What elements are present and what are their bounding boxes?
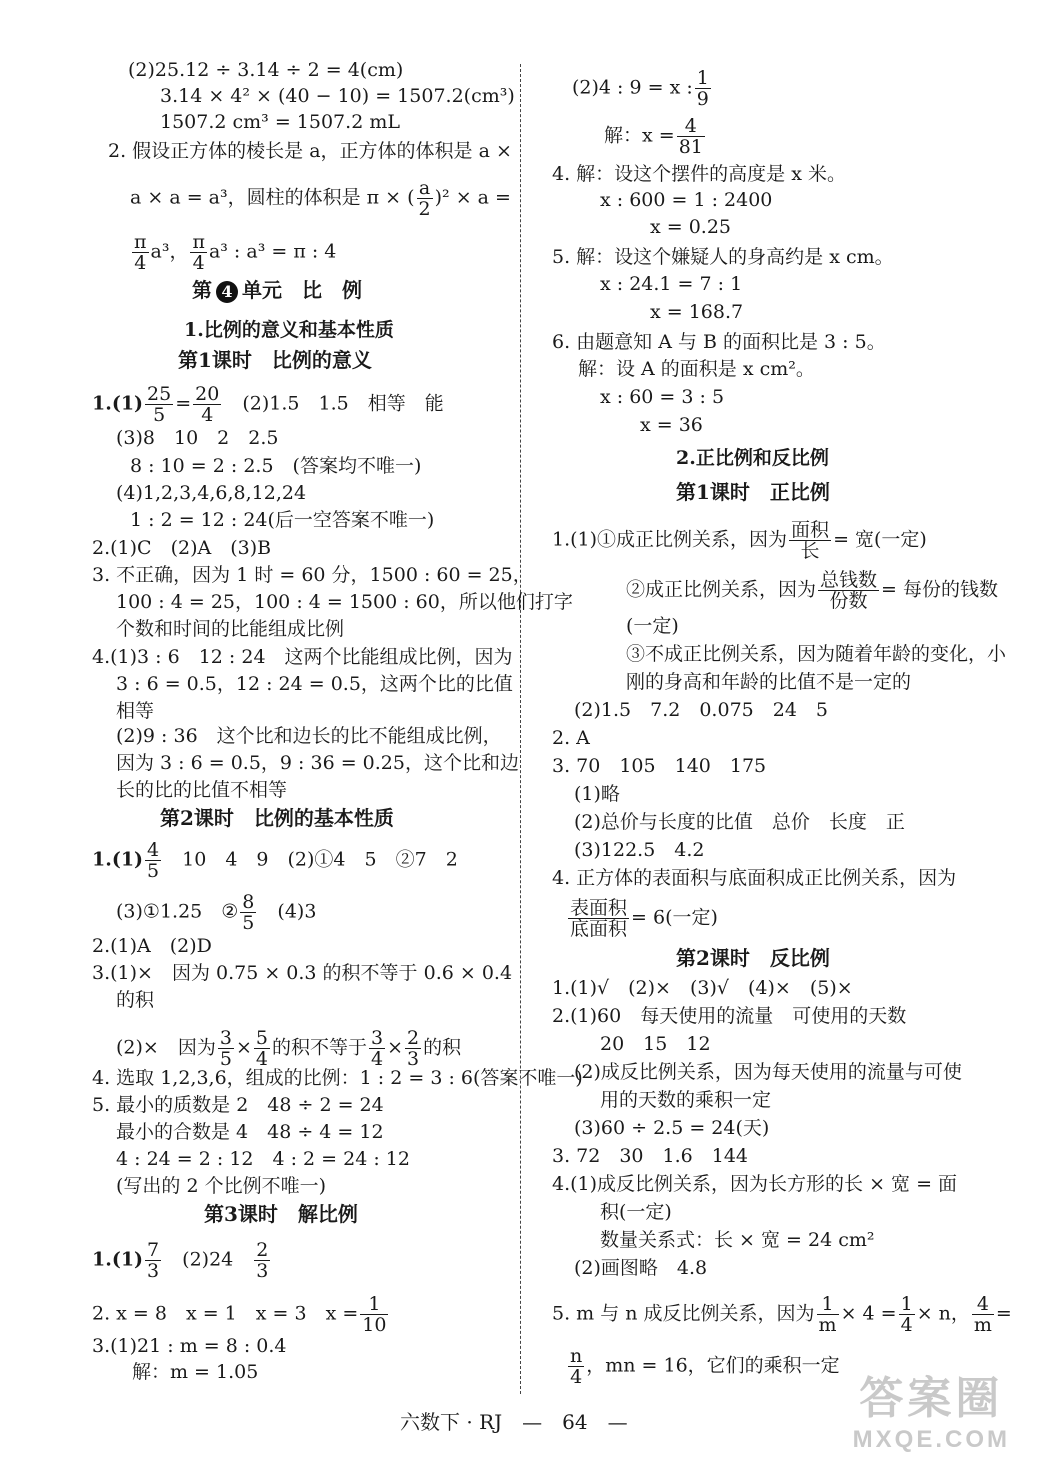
text-line: 2. 假设正方体的棱长是 a，正方体的体积是 a × xyxy=(108,140,512,162)
fraction: $\frac{1}{10}$ xyxy=(362,1293,387,1336)
text-line: 刚的身高和年龄的比值不是一定的 xyxy=(626,671,912,693)
unit-number-badge: 4 xyxy=(216,281,238,303)
text-line: 1.(1) $\frac{4}{5}$ 10 4 9 (2)①4 5 ②7 2 xyxy=(92,839,458,882)
text-line: 1507.2 cm³ = 1507.2 mL xyxy=(160,111,400,133)
text-line: 1.(1)①成正比例关系，因为 $\frac{\text{面积}}{\text{长}}$ = 宽(一定) xyxy=(552,519,927,562)
text-line: 6. 由题意知 A 与 B 的面积比是 3 : 5。 xyxy=(552,331,886,353)
fraction: $\frac{4}{5}$ xyxy=(147,839,160,882)
text-line: $\frac{n}{4}$ ，mn = 16，它们的乘积一定 xyxy=(570,1345,840,1388)
text-line: 1.(1) $\frac{25}{5}$ = $\frac{20}{4}$ (2)1.5 1.5 相等 能 xyxy=(92,383,444,426)
fraction: $\frac{25}{5}$ xyxy=(147,383,172,426)
text-line: 个数和时间的比能组成比例 xyxy=(116,618,345,640)
fraction: $\frac{\text{面积}}{\text{长}}$ xyxy=(791,519,830,562)
text-line: x = 168.7 xyxy=(650,301,744,323)
text-line: 解：x = $\frac{4}{81}$ xyxy=(604,115,703,158)
text-line: 4. 解：设这个摆件的高度是 x 米。 xyxy=(552,163,846,185)
text-line: 3.(1)21 : m = 8 : 0.4 xyxy=(92,1335,287,1357)
text-line: ②成正比例关系，因为 $\frac{\text{总钱数}}{\text{份数}}$ = 每份的钱数 xyxy=(626,569,998,612)
fraction: $\frac{2}{3}$ xyxy=(406,1027,420,1070)
text-line: 长的比的比值不相等 xyxy=(116,779,288,801)
text-line: x : 24.1 = 7 : 1 xyxy=(600,273,743,295)
text-line: 3. 不正确，因为 1 时 = 60 分，1500 : 60 = 25， xyxy=(92,564,532,586)
text-line: a × a = a³，圆柱的体积是 π × ( $\frac{a}{2}$ )² × a = xyxy=(130,177,511,220)
fraction: $\frac{\text{总钱数}}{\text{份数}}$ xyxy=(820,569,878,612)
text-line: 3.(1)× 因为 0.75 × 0.3 的积不等于 0.6 × 0.4 xyxy=(92,962,513,984)
text-line: 解：设 A 的面积是 x cm²。 xyxy=(578,358,815,380)
text-line: (3)60 ÷ 2.5 = 24(天) xyxy=(574,1117,770,1139)
fraction: $\frac{3}{5}$ xyxy=(219,1027,232,1070)
text-line: (一定) xyxy=(626,615,679,637)
text-line: 数量关系式：长 × 宽 = 24 cm² xyxy=(600,1229,875,1251)
text-line: 3. 70 105 140 175 xyxy=(552,755,767,777)
fraction: $\frac{1}{4}$ xyxy=(900,1293,913,1336)
text-line: 5. m 与 n 成反比例关系，因为 $\frac{1}{m}$ × 4 = $\frac{1}{4}$ × n， $\frac{4}{m}$ = xyxy=(552,1293,1012,1336)
text-line: 用的天数的乘积一定 xyxy=(600,1089,772,1111)
fraction: $\frac{2}{3}$ xyxy=(256,1239,269,1282)
text-line: 5. 最小的质数是 2 48 ÷ 2 = 24 xyxy=(92,1094,384,1116)
text-line: 4.(1)3 : 6 12 : 24 这两个比能组成比例，因为 xyxy=(92,646,513,668)
text-line: $\frac{\pi}{4}$ a³， $\frac{\pi}{4}$ a³ : a³ = π : 4 xyxy=(134,231,337,274)
unit-title: 第 4 单元 比 例 xyxy=(192,278,362,302)
text-line: 100 : 4 = 25，100 : 4 = 1500 : 60，所以他们打字 xyxy=(116,591,573,613)
fraction: $\frac{4}{m}$ xyxy=(973,1293,992,1336)
fraction: $\frac{3}{4}$ xyxy=(370,1027,384,1070)
text-line: 最小的合数是 4 48 ÷ 4 = 12 xyxy=(116,1121,384,1143)
text-line: x = 0.25 xyxy=(650,216,732,238)
text-line: 2. A xyxy=(552,727,590,749)
text-line: 相等 xyxy=(116,700,155,722)
page-footer: 六数下 · RJ — 64 — xyxy=(400,1410,628,1434)
section-title: 1.比例的意义和基本性质 xyxy=(184,319,394,341)
text-line: 解：m = 1.05 xyxy=(132,1361,259,1383)
fraction: $\frac{\pi}{4}$ xyxy=(192,231,205,274)
lesson-title: 第1课时 比例的意义 xyxy=(178,348,372,372)
text-line: 4.(1)成反比例关系，因为长方形的长 × 宽 = 面 xyxy=(552,1173,958,1195)
lesson-title: 第1课时 正比例 xyxy=(676,480,830,504)
fraction: $\frac{n}{4}$ xyxy=(570,1345,583,1388)
text-line: 积(一定) xyxy=(600,1201,672,1223)
text-line: 的积 xyxy=(116,989,155,1011)
fraction: $\frac{\pi}{4}$ xyxy=(134,231,147,274)
text-line: 4. 正方体的表面积与底面积成正比例关系，因为 xyxy=(552,867,957,889)
text-line: 1 : 2 = 12 : 24(后一空答案不唯一) xyxy=(130,509,435,531)
column-divider xyxy=(520,64,521,1394)
fraction: $\frac{7}{3}$ xyxy=(147,1239,160,1282)
fraction: $\frac{4}{81}$ xyxy=(678,115,703,158)
text-line: (3)122.5 4.2 xyxy=(574,839,705,861)
text-line: 4. 选取 1,2,3,6，组成的比例：1 : 2 = 3 : 6(答案不唯一) xyxy=(92,1067,583,1089)
text-line: 3 : 6 = 0.5，12 : 24 = 0.5，这两个比的比值 xyxy=(116,673,513,695)
fraction: $\frac{5}{4}$ xyxy=(255,1027,268,1070)
fraction: $\frac{\text{表面积}}{\text{底面积}}$ xyxy=(570,897,628,940)
watermark-logo: 答案圈 MXQE.COM xyxy=(852,1374,1010,1453)
fraction: $\frac{8}{5}$ xyxy=(242,891,255,934)
section-title: 2.正比例和反比例 xyxy=(676,447,829,469)
text-line: 2. x = 8 x = 1 x = 3 x = $\frac{1}{10}$ xyxy=(92,1293,387,1336)
fraction: $\frac{a}{2}$ xyxy=(418,177,431,220)
text-line: (1)略 xyxy=(574,783,620,805)
lesson-title: 第2课时 反比例 xyxy=(676,946,830,970)
fraction: $\frac{1}{9}$ xyxy=(696,67,709,110)
text-line: 2.(1)C (2)A (3)B xyxy=(92,537,272,559)
lesson-title: 第3课时 解比例 xyxy=(204,1202,358,1226)
text-line: 因为 3 : 6 = 0.5，9 : 36 = 0.25，这个比和边 xyxy=(116,752,519,774)
text-line: 4 : 24 = 2 : 12 4 : 2 = 24 : 12 xyxy=(116,1148,410,1170)
text-line: 3. 72 30 1.6 144 xyxy=(552,1145,749,1167)
text-line: x : 60 = 3 : 5 xyxy=(600,386,725,408)
text-line: 1.(1) $\frac{7}{3}$ (2)24 $\frac{2}{3}$ xyxy=(92,1239,269,1282)
text-line: (4)1,2,3,4,6,8,12,24 xyxy=(116,482,307,504)
text-line: (2)4 : 9 = x : $\frac{1}{9}$ xyxy=(572,67,709,110)
text-line: 20 15 12 xyxy=(600,1033,711,1055)
text-line: (2)画图略 4.8 xyxy=(574,1257,708,1279)
fraction: $\frac{1}{m}$ xyxy=(818,1293,837,1336)
text-line: (2)总价与长度的比值 总价 长度 正 xyxy=(574,811,905,833)
text-line: x = 36 xyxy=(640,414,703,436)
text-line: 1.(1)√ (2)× (3)√ (4)× (5)× xyxy=(552,977,853,999)
text-line: (3)①1.25 ② $\frac{8}{5}$ (4)3 xyxy=(116,891,317,934)
text-line: (2)1.5 7.2 0.075 24 5 xyxy=(574,699,829,721)
text-line: 8 : 10 = 2 : 2.5 (答案均不唯一) xyxy=(130,455,422,477)
text-line: 3.14 × 4² × (40 − 10) = 1507.2(cm³) xyxy=(160,85,515,107)
lesson-title: 第2课时 比例的基本性质 xyxy=(160,806,394,830)
text-line: 2.(1)A (2)D xyxy=(92,935,212,957)
text-line: (2)× 因为 $\frac{3}{5}$ × $\frac{5}{4}$ 的积不等于 $\frac{3}{4}$ × $\frac{2}{3}$ 的积 xyxy=(116,1027,462,1070)
text-line: (写出的 2 个比例不唯一) xyxy=(116,1175,326,1197)
text-line: (2)25.12 ÷ 3.14 ÷ 2 = 4(cm) xyxy=(128,59,404,81)
text-line: x : 600 = 1 : 2400 xyxy=(600,189,773,211)
text-line: 2.(1)60 每天使用的流量 可使用的天数 xyxy=(552,1005,907,1027)
text-line: 5. 解：设这个嫌疑人的身高约是 x cm。 xyxy=(552,246,894,268)
text-line: (2)9 : 36 这个比和边长的比不能组成比例， xyxy=(116,725,502,747)
text-line: ③不成正比例关系，因为随着年龄的变化，小 xyxy=(626,643,1007,665)
text-line: (2)成反比例关系，因为每天使用的流量与可使 xyxy=(574,1061,962,1083)
text-line: (3)8 10 2 2.5 xyxy=(116,427,279,449)
text-line: $\frac{\text{表面积}}{\text{底面积}}$ = 6(一定) xyxy=(570,897,718,940)
fraction: $\frac{20}{4}$ xyxy=(195,383,220,426)
